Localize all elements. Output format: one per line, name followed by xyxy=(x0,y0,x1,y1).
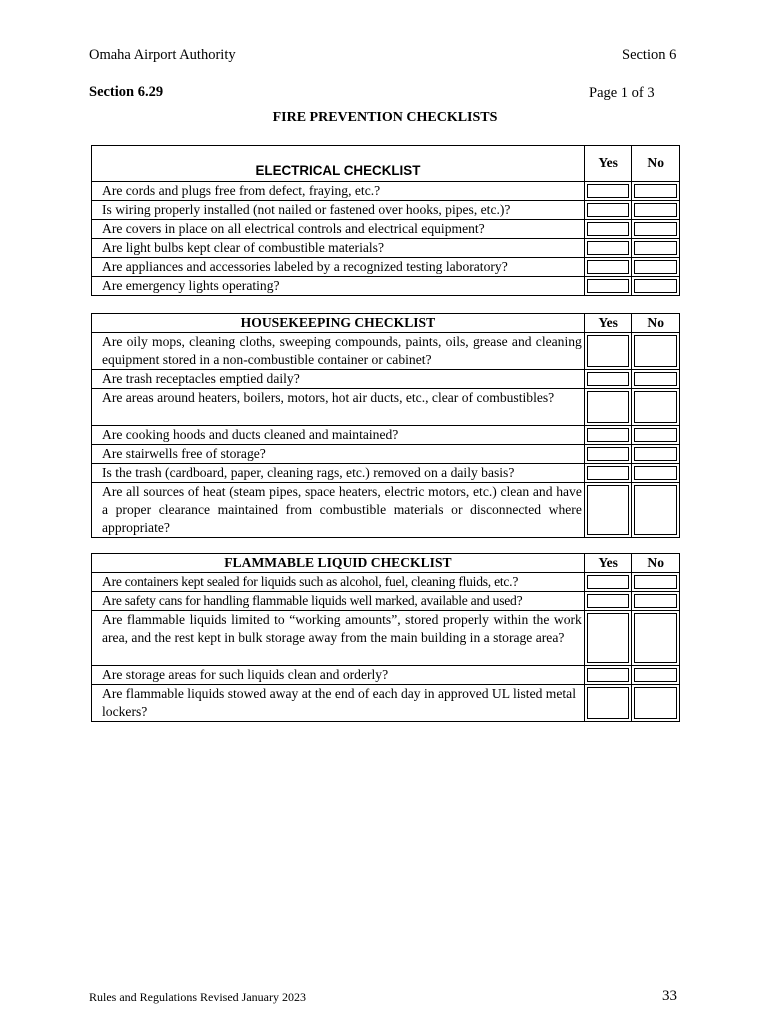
checklist-question: Are appliances and accessories labeled by a recognized testing laboratory? xyxy=(92,258,585,277)
yes-checkbox[interactable] xyxy=(587,203,630,217)
yes-checkbox[interactable] xyxy=(587,279,630,293)
organization-name: Omaha Airport Authority xyxy=(89,47,236,63)
housekeeping-checklist-table xyxy=(91,313,680,538)
checklist-question: Are all sources of heat (steam pipes, space heaters, electric motors, etc.) clean and have a proper clearance maintained from combustible materials or disconnected where appropriate? xyxy=(92,483,585,538)
no-checkbox[interactable] xyxy=(634,372,677,386)
yes-checkbox[interactable] xyxy=(587,184,630,198)
no-checkbox[interactable] xyxy=(634,668,677,682)
page-title: FIRE PREVENTION CHECKLISTS xyxy=(272,110,498,125)
no-checkbox[interactable] xyxy=(634,447,677,461)
checklist-row xyxy=(92,258,680,277)
yes-checkbox[interactable] xyxy=(587,613,630,663)
yes-checkbox[interactable] xyxy=(587,687,630,719)
no-checkbox[interactable] xyxy=(634,203,677,217)
checklist-question: Is the trash (cardboard, paper, cleaning rags, etc.) removed on a daily basis? xyxy=(92,464,585,483)
page-indicator: Page 1 of 3 xyxy=(589,85,655,101)
no-column-header: No xyxy=(632,146,680,182)
yes-checkbox[interactable] xyxy=(587,466,630,480)
checklist-question: Are flammable liquids stowed away at the end of each day in approved UL listed metal lockers? xyxy=(92,685,585,722)
yes-checkbox[interactable] xyxy=(587,222,630,236)
housekeeping-checklist-title: HOUSEKEEPING CHECKLIST xyxy=(92,314,585,333)
checklist-row xyxy=(92,666,680,685)
checklist-row xyxy=(92,573,680,592)
no-column-header: No xyxy=(632,554,680,573)
yes-column-header: Yes xyxy=(584,146,632,182)
no-checkbox[interactable] xyxy=(634,687,677,719)
no-checkbox[interactable] xyxy=(634,184,677,198)
checklist-question: Are areas around heaters, boilers, motors, hot air ducts, etc., clear of combustibles? xyxy=(92,389,585,426)
checklist-question: Are stairwells free of storage? xyxy=(92,445,585,464)
no-checkbox[interactable] xyxy=(634,613,677,663)
checklist-row xyxy=(92,685,680,722)
yes-checkbox[interactable] xyxy=(587,447,630,461)
electrical-checklist-title: ELECTRICAL CHECKLIST xyxy=(92,146,585,182)
flammable-liquid-checklist-table xyxy=(91,553,680,722)
no-column-header: No xyxy=(632,314,680,333)
checklist-question: Are covers in place on all electrical controls and electrical equipment? xyxy=(92,220,585,239)
checklist-row xyxy=(92,239,680,258)
no-checkbox[interactable] xyxy=(634,485,677,535)
checklist-question: Are safety cans for handling flammable liquids well marked, available and used? xyxy=(92,592,585,611)
yes-checkbox[interactable] xyxy=(587,575,630,589)
checklist-row xyxy=(92,277,680,296)
no-checkbox[interactable] xyxy=(634,260,677,274)
yes-checkbox[interactable] xyxy=(587,485,630,535)
checklist-row xyxy=(92,333,680,370)
checklist-row xyxy=(92,611,680,666)
no-checkbox[interactable] xyxy=(634,575,677,589)
checklist-row xyxy=(92,483,680,538)
checklist-question: Is wiring properly installed (not nailed or fastened over hooks, pipes, etc.)? xyxy=(92,201,585,220)
checklist-row xyxy=(92,389,680,426)
checklist-question: Are light bulbs kept clear of combustible materials? xyxy=(92,239,585,258)
yes-column-header: Yes xyxy=(584,314,632,333)
checklist-question: Are trash receptacles emptied daily? xyxy=(92,370,585,389)
no-checkbox[interactable] xyxy=(634,222,677,236)
checklist-question: Are storage areas for such liquids clean and orderly? xyxy=(92,666,585,685)
checklist-question: Are containers kept sealed for liquids such as alcohol, fuel, cleaning fluids, etc.? xyxy=(92,573,585,592)
checklist-question: Are cooking hoods and ducts cleaned and maintained? xyxy=(92,426,585,445)
checklist-row xyxy=(92,201,680,220)
footer-revision-note: Rules and Regulations Revised January 2023 xyxy=(89,990,306,1004)
checklist-row xyxy=(92,445,680,464)
no-checkbox[interactable] xyxy=(634,466,677,480)
checklist-question: Are flammable liquids limited to “working amounts”, stored properly within the work area, and the rest kept in bulk storage away from the main building in a storage area? xyxy=(92,611,585,666)
checklist-question: Are oily mops, cleaning cloths, sweeping compounds, paints, oils, grease and cleaning equipment stored in a non-combustible container or cabinet? xyxy=(92,333,585,370)
no-checkbox[interactable] xyxy=(634,241,677,255)
no-checkbox[interactable] xyxy=(634,335,677,367)
no-checkbox[interactable] xyxy=(634,594,677,608)
yes-checkbox[interactable] xyxy=(587,668,630,682)
section-number: Section 6.29 xyxy=(89,84,164,100)
no-checkbox[interactable] xyxy=(634,279,677,293)
section-label: Section 6 xyxy=(622,47,677,63)
checklist-row xyxy=(92,370,680,389)
yes-checkbox[interactable] xyxy=(587,428,630,442)
checklist-question: Are emergency lights operating? xyxy=(92,277,585,296)
yes-column-header: Yes xyxy=(584,554,632,573)
yes-checkbox[interactable] xyxy=(587,391,630,423)
checklist-row xyxy=(92,182,680,201)
no-checkbox[interactable] xyxy=(634,428,677,442)
flammable-liquid-checklist-title: FLAMMABLE LIQUID CHECKLIST xyxy=(92,554,585,573)
yes-checkbox[interactable] xyxy=(587,372,630,386)
electrical-checklist-table xyxy=(91,145,680,296)
no-checkbox[interactable] xyxy=(634,391,677,423)
yes-checkbox[interactable] xyxy=(587,594,630,608)
checklist-row xyxy=(92,464,680,483)
page-number: 33 xyxy=(662,988,677,1004)
checklist-row xyxy=(92,592,680,611)
yes-checkbox[interactable] xyxy=(587,335,630,367)
yes-checkbox[interactable] xyxy=(587,241,630,255)
checklist-question: Are cords and plugs free from defect, fraying, etc.? xyxy=(92,182,585,201)
checklist-row xyxy=(92,426,680,445)
checklist-row xyxy=(92,220,680,239)
yes-checkbox[interactable] xyxy=(587,260,630,274)
